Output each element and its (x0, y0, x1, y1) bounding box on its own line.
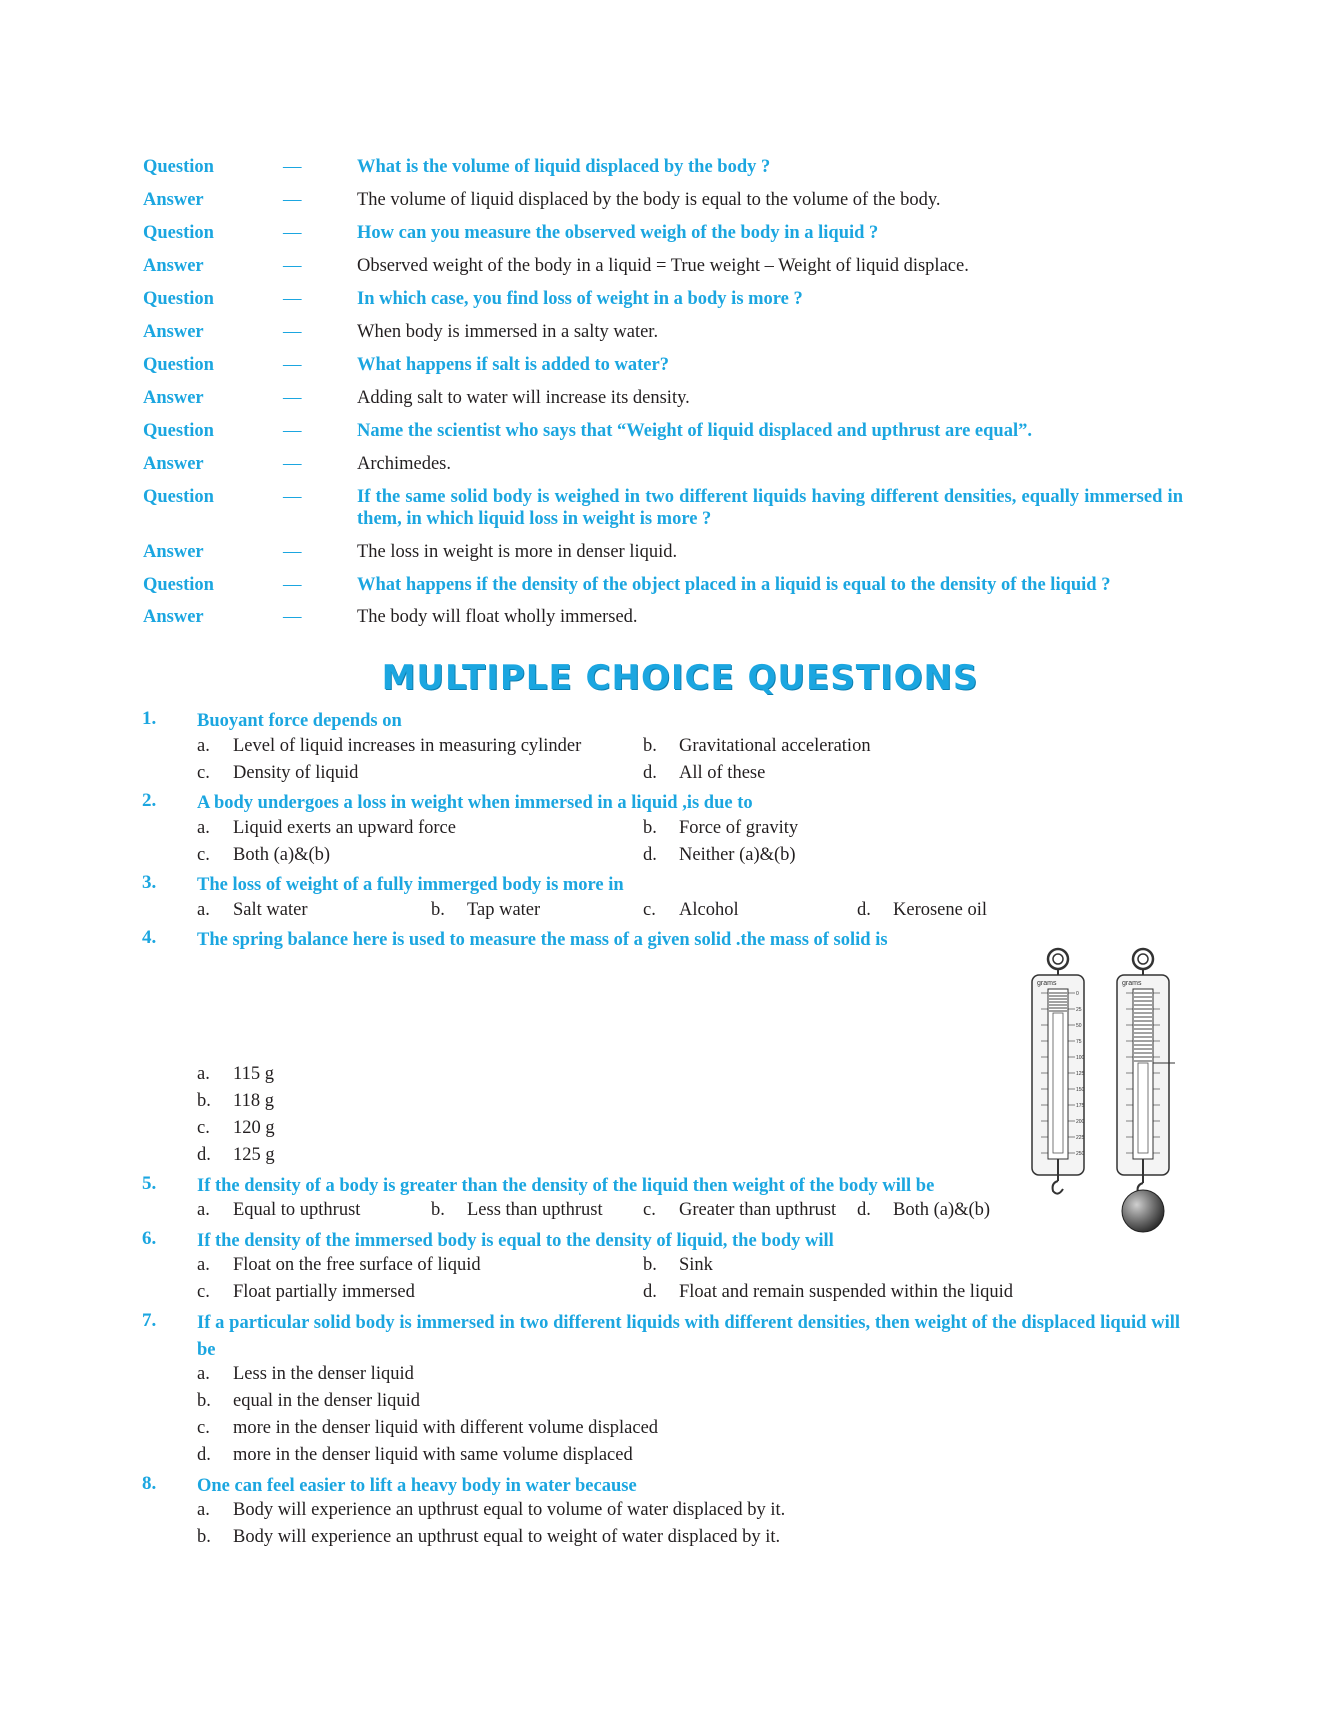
option-text: 118 g (233, 1091, 274, 1111)
option-text: Float partially immersed (233, 1282, 415, 1302)
option-text: Gravitational acceleration (679, 736, 871, 756)
question-text: If the density of a body is greater than the density of the liquid then weight of the body will be (197, 1176, 935, 1196)
qa-dash: — (283, 223, 302, 243)
option-letter: a. (197, 900, 210, 920)
qa-label: Answer (143, 607, 204, 627)
option-letter: d. (643, 845, 657, 865)
option-letter: b. (197, 1391, 211, 1411)
solid-mass-ball (1122, 1190, 1164, 1232)
qa-label: Question (143, 421, 214, 441)
question-text: One can feel easier to lift a heavy body in water because (197, 1476, 637, 1496)
option-letter: d. (857, 1200, 871, 1220)
option-letter: d. (643, 1282, 657, 1302)
option-text: 120 g (233, 1118, 275, 1138)
qa-label: Question (143, 157, 214, 177)
scale-label: grams (1122, 980, 1142, 987)
option-letter: a. (197, 1200, 210, 1220)
option-letter: a. (197, 1364, 210, 1384)
option-letter: a. (197, 1064, 210, 1084)
qa-question-text: What is the volume of liquid displaced by the body ? (357, 157, 771, 177)
qa-label: Answer (143, 190, 204, 210)
option-text: Less in the denser liquid (233, 1364, 414, 1384)
option-letter: d. (857, 900, 871, 920)
option-letter: c. (197, 1282, 210, 1302)
option-letter: b. (197, 1527, 211, 1547)
option-letter: a. (197, 818, 210, 838)
option-text: Sink (679, 1255, 713, 1275)
tick-label: 0 (1076, 991, 1079, 997)
spring-balance-unloaded (1032, 949, 1085, 1194)
qa-dash: — (283, 289, 302, 309)
tick-label: 50 (1076, 1023, 1082, 1029)
qa-label: Question (143, 575, 214, 595)
qa-label: Answer (143, 322, 204, 342)
option-letter: b. (431, 900, 445, 920)
option-text: Less than upthrust (467, 1200, 603, 1220)
question-number: 7. (142, 1310, 157, 1331)
question-text: A body undergoes a loss in weight when immersed in a liquid ,is due to (197, 793, 753, 813)
question-number: 2. (142, 790, 157, 811)
option-text: Body will experience an upthrust equal to weight of water displaced by it. (233, 1527, 781, 1547)
option-text: Tap water (467, 900, 541, 920)
section-title: MULTIPLE CHOICE QUESTIONS (381, 658, 979, 698)
option-text: Salt water (233, 900, 308, 920)
qa-dash: — (283, 190, 302, 210)
qa-label: Question (143, 289, 214, 309)
option-text: 115 g (233, 1064, 274, 1084)
option-text: Alcohol (679, 900, 739, 920)
qa-label: Question (143, 355, 214, 375)
question-text: Buoyant force depends on (197, 711, 402, 731)
qa-question-text: If the same solid body is weighed in two different liquids having different densities, equally immersed in them, in which liquid loss in weight is more ? (357, 487, 1183, 529)
option-letter: a. (197, 1500, 210, 1520)
tick-label: 175 (1076, 1103, 1085, 1109)
option-text: Level of liquid increases in measuring cylinder (233, 736, 582, 756)
question-number: 5. (142, 1173, 157, 1194)
option-text: Greater than upthrust (679, 1200, 837, 1220)
option-text: equal in the denser liquid (233, 1391, 421, 1411)
option-letter: c. (643, 900, 656, 920)
tick-label: 125 (1076, 1071, 1085, 1077)
qa-dash: — (283, 256, 302, 276)
option-letter: b. (197, 1091, 211, 1111)
option-letter: c. (643, 1200, 656, 1220)
tick-label: 75 (1076, 1039, 1082, 1045)
qa-dash: — (283, 542, 302, 562)
qa-dash: — (283, 487, 302, 507)
option-letter: c. (197, 763, 210, 783)
qa-question-text: How can you measure the observed weigh of the body in a liquid ? (357, 223, 879, 243)
option-text: Both (a)&(b) (893, 1200, 991, 1220)
qa-answer-text: Adding salt to water will increase its density. (357, 388, 690, 408)
option-text: 125 g (233, 1145, 275, 1165)
tick-label: 150 (1076, 1087, 1085, 1093)
option-letter: c. (197, 1418, 210, 1438)
option-letter: c. (197, 1118, 210, 1138)
qa-label: Question (143, 487, 214, 507)
option-text: All of these (679, 763, 766, 783)
tick-label: 250 (1076, 1151, 1085, 1157)
qa-label: Answer (143, 256, 204, 276)
qa-dash: — (283, 322, 302, 342)
option-text: Equal to upthrust (233, 1200, 361, 1220)
tick-label: 25 (1076, 1007, 1082, 1013)
qa-dash: — (283, 607, 302, 627)
option-letter: d. (197, 1445, 211, 1465)
tick-label: 200 (1076, 1119, 1085, 1125)
option-letter: b. (643, 736, 657, 756)
option-text: Both (a)&(b) (233, 845, 331, 865)
spring-balance-loaded (1117, 949, 1175, 1232)
option-letter: d. (197, 1145, 211, 1165)
question-number: 4. (142, 927, 157, 948)
tick-label: 100 (1076, 1055, 1085, 1061)
qa-answer-text: The loss in weight is more in denser liquid. (357, 542, 678, 562)
spring-balance-figure (1020, 945, 1190, 1235)
question-text: The spring balance here is used to measure the mass of a given solid .the mass of solid is (197, 930, 888, 950)
qa-question-text: What happens if the density of the object placed in a liquid is equal to the density of the liquid ? (357, 575, 1111, 595)
question-number: 8. (142, 1473, 157, 1494)
question-number: 3. (142, 872, 157, 893)
option-text: Float and remain suspended within the liquid (679, 1282, 1013, 1302)
spring-coil (1049, 993, 1067, 1011)
qa-dash: — (283, 157, 302, 177)
qa-answer-text: Observed weight of the body in a liquid = True weight – Weight of liquid displace. (357, 256, 969, 276)
qa-question-text: What happens if salt is added to water? (357, 355, 669, 375)
qa-label: Answer (143, 388, 204, 408)
qa-dash: — (283, 355, 302, 375)
option-text: Body will experience an upthrust equal to volume of water displaced by it. (233, 1500, 786, 1520)
option-letter: a. (197, 736, 210, 756)
option-letter: a. (197, 1255, 210, 1275)
qa-label: Question (143, 223, 214, 243)
option-text: Density of liquid (233, 763, 359, 783)
scale-label: grams (1037, 980, 1057, 987)
qa-dash: — (283, 421, 302, 441)
qa-label: Answer (143, 542, 204, 562)
option-text: Kerosene oil (893, 900, 988, 920)
qa-answer-text: The body will float wholly immersed. (357, 607, 638, 627)
option-text: more in the denser liquid with different volume displaced (233, 1418, 659, 1438)
option-text: Liquid exerts an upward force (233, 818, 456, 838)
option-letter: d. (643, 763, 657, 783)
qa-answer-text: The volume of liquid displaced by the body is equal to the volume of the body. (357, 190, 941, 210)
option-letter: b. (431, 1200, 445, 1220)
qa-dash: — (283, 454, 302, 474)
question-text: The loss of weight of a fully immerged body is more in (197, 875, 624, 895)
tick-label: 225 (1076, 1135, 1085, 1141)
question-number: 6. (142, 1228, 157, 1249)
qa-dash: — (283, 388, 302, 408)
qa-dash: — (283, 575, 302, 595)
question-number: 1. (142, 708, 157, 729)
question-text: If a particular solid body is immersed in two different liquids with different densities, then weight of the displaced liquid will be (197, 1313, 1180, 1360)
qa-answer-text: Archimedes. (357, 454, 452, 474)
question-text: If the density of the immersed body is equal to the density of liquid, the body will (197, 1231, 834, 1251)
option-letter: b. (643, 818, 657, 838)
option-text: Float on the free surface of liquid (233, 1255, 481, 1275)
qa-question-text: Name the scientist who says that “Weight of liquid displaced and upthrust are equal”. (357, 421, 1032, 441)
option-text: Force of gravity (679, 818, 799, 838)
qa-answer-text: When body is immersed in a salty water. (357, 322, 659, 342)
option-letter: b. (643, 1255, 657, 1275)
option-letter: c. (197, 845, 210, 865)
qa-label: Answer (143, 454, 204, 474)
option-text: more in the denser liquid with same volume displaced (233, 1445, 633, 1465)
option-text: Neither (a)&(b) (679, 845, 796, 865)
qa-question-text: In which case, you find loss of weight in a body is more ? (357, 289, 803, 309)
